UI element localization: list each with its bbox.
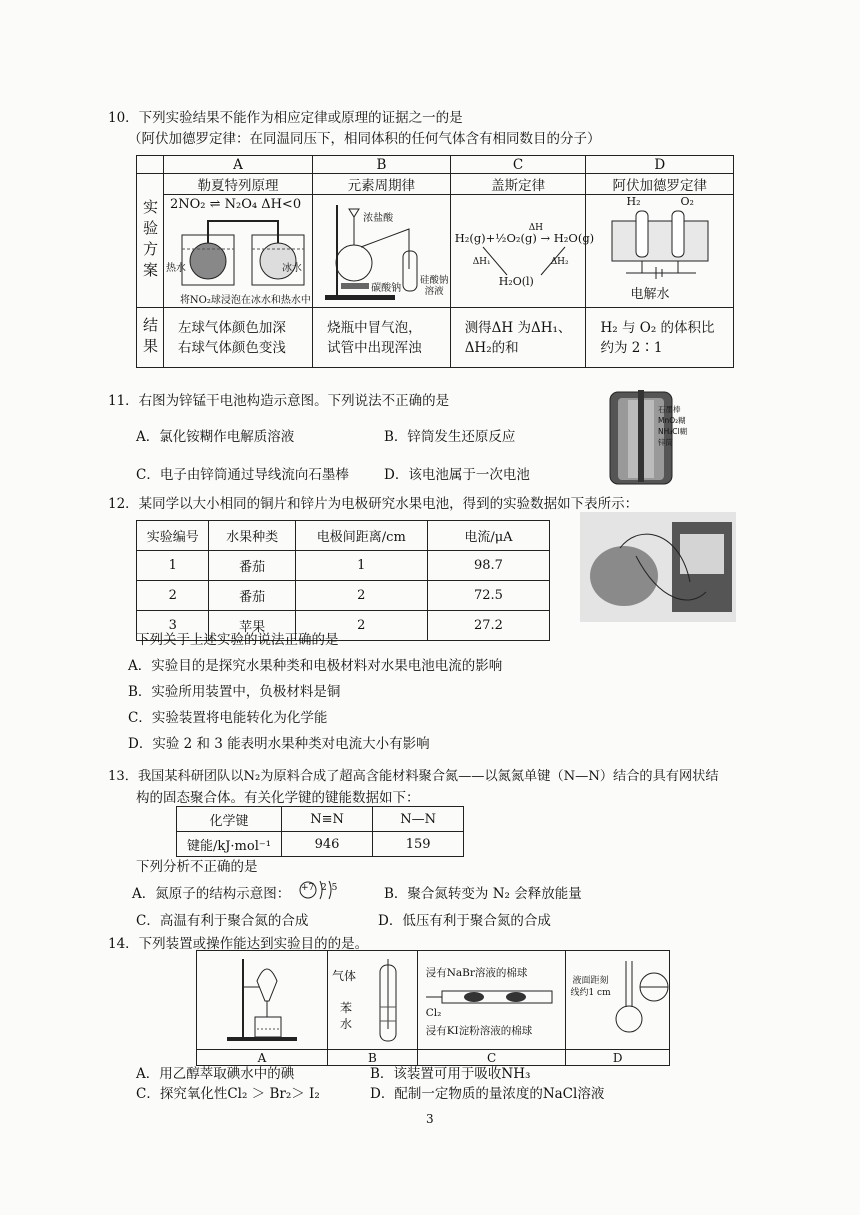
apparatus-d: [566, 951, 670, 1050]
q13-option-d: D．低压有利于聚合氮的合成: [378, 913, 551, 929]
q12-question: 下列关于上述实验的说法正确的是: [136, 632, 339, 648]
c-dh: ΔH: [528, 223, 544, 233]
th-bond: 化学键: [177, 807, 282, 832]
q13-bond-table: [176, 806, 464, 857]
result-d: H₂ 与 O₂ 的体积比 约为 2∶1: [586, 308, 734, 368]
b-label-carbonate: 碳酸钠: [371, 283, 402, 294]
electrolysis-diagram: [606, 209, 716, 281]
plan-b: [313, 195, 451, 308]
separatory-funnel-diagram: [197, 951, 327, 1045]
q12-option-d: D．实验 2 和 3 能表明水果种类对电流大小有影响: [128, 736, 430, 752]
cell: 番茄: [209, 581, 295, 611]
q13-option-a: A．氮原子的结构示意图：: [132, 886, 291, 902]
atom-nucleus: +7: [301, 883, 315, 893]
cell: 苹果: [209, 611, 295, 641]
cell: 946: [281, 832, 372, 857]
q11-option-c: C．电子由锌筒通过导线流向石墨棒: [136, 467, 349, 483]
apparatus-a: [197, 951, 328, 1050]
q14-option-c: C．探究氧化性Cl₂ ＞ Br₂＞ I₂: [136, 1086, 320, 1102]
law-c: 盖斯定律: [450, 174, 586, 195]
result-a: 左球气体颜色加深 右球气体颜色变浅: [163, 308, 312, 368]
d-caption: 电解水: [630, 287, 670, 302]
c-dh1: ΔH₁: [472, 257, 491, 267]
q14-option-a: A．用乙醇萃取碘水中的碘: [136, 1066, 295, 1082]
q13-option-b: B．聚合氮转变为 N₂ 会释放能量: [384, 886, 582, 902]
d-label-o2: O₂: [680, 195, 694, 208]
fig-label-graphite: 石墨棒: [658, 405, 681, 414]
b-label-acid: 浓盐酸: [363, 213, 394, 224]
row-plan-label: 实验方案: [137, 174, 164, 308]
q12-option-a: A．实验目的是探究水果种类和电极材料对水果电池电流的影响: [128, 658, 503, 674]
cell: 72.5: [427, 581, 549, 611]
q12-option-b: B．实验所用装置中，负极材料是铜: [128, 684, 341, 700]
cell: 番茄: [209, 551, 295, 581]
cell: 2: [295, 611, 427, 641]
cell: 27.2: [427, 611, 549, 641]
cell: 3: [137, 611, 209, 641]
law-a: 勒夏特列原理: [163, 174, 312, 195]
plan-a: [163, 195, 312, 308]
table-row: [137, 551, 550, 581]
fruit-battery-image: [580, 512, 736, 622]
d-label-h2: H₂: [626, 195, 641, 208]
d-label-line2: 线约1 cm: [570, 988, 611, 998]
b-gas-label: 气体: [332, 969, 357, 983]
col-b: B: [313, 156, 451, 174]
c-equation: H₂(g)+½O₂(g) → H₂O(g): [454, 231, 595, 245]
table-row: [177, 832, 464, 857]
th-current: 电流/μA: [427, 521, 549, 551]
th-id: 实验编号: [137, 521, 209, 551]
b-label-silicate: 硅酸钠溶液: [419, 275, 449, 297]
table-row: [137, 581, 550, 611]
row-result-label: 结果: [137, 308, 164, 368]
absorption-tube-diagram: [362, 959, 412, 1045]
label-c: C: [417, 1050, 566, 1066]
apparatus-c: [417, 951, 566, 1050]
fig-label-zinc: 锌筒: [658, 438, 673, 447]
label-a: A: [197, 1050, 328, 1066]
c-ki-label: 浸有KI淀粉溶液的棉球: [425, 1025, 533, 1037]
fig-label-nh4cl: NH₄Cl糊: [658, 427, 688, 436]
volumetric-flask-diagram: [610, 957, 670, 1045]
fruit-battery-photo: [580, 512, 736, 622]
cell: 159: [373, 832, 464, 857]
q13-option-c: C．高温有利于聚合氮的合成: [136, 913, 309, 929]
cell: 2: [137, 581, 209, 611]
dry-cell-figure: [606, 388, 726, 488]
flasks-diagram: [165, 215, 310, 291]
halogen-tube-diagram: [424, 985, 564, 1007]
q11-stem: 11．右图为锌锰干电池构造示意图。下列说法不正确的是: [108, 393, 450, 409]
th-distance: 电极间距离/cm: [295, 521, 427, 551]
q14-option-b: B．该装置可用于吸收NH₃: [370, 1066, 531, 1082]
q13-stem-line2: 构的固态聚合体。有关化学键的键能数据如下：: [136, 790, 420, 806]
fig-label-mno2: MnO₂糊: [658, 416, 686, 425]
c-nabr-label: 浸有NaBr溶液的棉球: [425, 967, 528, 979]
corner-cell: [137, 156, 164, 174]
q11-option-d: D．该电池属于一次电池: [384, 467, 530, 483]
cell: 键能/kJ·mol⁻¹: [177, 832, 282, 857]
atom-shells: 2 5: [321, 883, 339, 893]
q10-table: [136, 155, 734, 368]
th-fruit: 水果种类: [209, 521, 295, 551]
result-c: 测得ΔH 为ΔH₁、 ΔH₂的和: [450, 308, 586, 368]
apparatus-b: [328, 951, 418, 1050]
q12-stem: 12．某同学以大小相同的铜片和锌片为电极研究水果电池，得到的实验数据如下表所示：: [108, 496, 639, 512]
table-header-row: [137, 521, 550, 551]
cell: 1: [295, 551, 427, 581]
q10-stem: 10．下列实验结果不能作为相应定律或原理的证据之一的是: [108, 110, 463, 126]
q14-apparatus-table: [196, 950, 670, 1066]
c-dh2: ΔH₂: [550, 257, 569, 267]
col-c: C: [450, 156, 586, 174]
plan-c: [450, 195, 595, 308]
plan-d: [586, 195, 734, 308]
d-label-line1: 液面距刻: [572, 976, 609, 986]
q12-data-table: [136, 520, 550, 641]
result-b: 烧瓶中冒气泡， 试管中出现浑浊: [313, 308, 451, 368]
q14-stem: 14．下列装置或操作能达到实验目的的是。: [108, 936, 369, 952]
q10-note: （阿伏加德罗定律：在同温同压下，相同体积的任何气体含有相同数目的分子）: [128, 131, 601, 147]
q13-stem-line1: 13．我国某科研团队以N₂为原料合成了超高含能材料聚合氮——以氮氮单键（N—N）结合的具有网状结: [108, 769, 719, 784]
th-single: N—N: [373, 807, 464, 832]
b-water-label: 水: [340, 1017, 353, 1031]
q11-option-a: A．氯化铵糊作电解质溶液: [136, 429, 295, 445]
col-d: D: [586, 156, 734, 174]
page-number: 3: [426, 1112, 434, 1126]
law-d: 阿伏加德罗定律: [586, 174, 734, 195]
label-d: D: [566, 1050, 670, 1066]
c-water-liquid: H₂O(l): [498, 275, 534, 288]
nitrogen-atom-diagram: [298, 878, 338, 902]
cell: 1: [137, 551, 209, 581]
c-cl2-label: Cl₂: [425, 1007, 442, 1019]
b-benzene-label: 苯: [340, 1001, 353, 1015]
q14-option-d: D．配制一定物质的量浓度的NaCl溶液: [370, 1086, 605, 1102]
a-caption: 将NO₂球浸泡在冰水和热水中: [179, 295, 311, 306]
table-header-row: [177, 807, 464, 832]
q12-option-c: C．实验装置将电能转化为化学能: [128, 710, 328, 726]
col-a: A: [163, 156, 312, 174]
a-label-hot: 热水: [165, 263, 186, 274]
label-b: B: [328, 1050, 418, 1066]
th-triple: N≡N: [281, 807, 372, 832]
q11-option-b: B．锌筒发生还原反应: [384, 429, 516, 445]
q13-question: 下列分析不正确的是: [136, 859, 258, 875]
a-label-cold: 冰水: [281, 263, 302, 274]
a-equation: 2NO₂ ⇌ N₂O₄ ΔH<0: [169, 197, 302, 212]
cell: 98.7: [427, 551, 549, 581]
law-b: 元素周期律: [313, 174, 451, 195]
cell: 2: [295, 581, 427, 611]
